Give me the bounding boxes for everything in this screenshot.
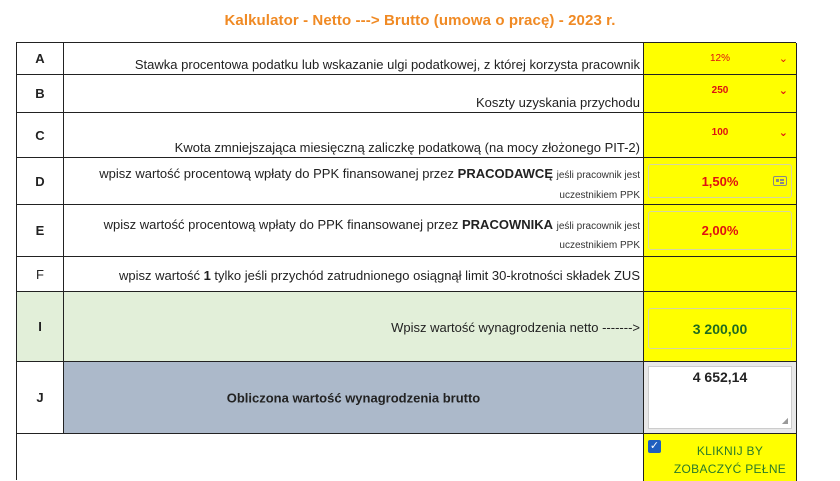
- ppk-employer-label: wpisz wartość procentową wpłaty do PPK finansowanej przez PRACODAWCĘ jeśli pracownik jest: [99, 166, 640, 181]
- pit2-label: Kwota zmniejszająca miesięczną zaliczkę podatkową (na mocy złożonego PIT-2): [174, 140, 640, 155]
- empty-cell: [17, 434, 644, 481]
- zus-limit-cell: [644, 257, 797, 291]
- row-description: [64, 158, 644, 204]
- row-letter: I: [17, 292, 64, 361]
- button-line-2: ZOBACZYĆ PEŁNE: [673, 462, 787, 476]
- ppk-employee-value: 2,00%: [701, 223, 739, 238]
- row-letter: B: [17, 75, 64, 112]
- costs-value: 250: [711, 85, 729, 96]
- row-letter: C: [17, 113, 64, 157]
- button-line-1: KLIKNIJ BY: [696, 444, 764, 458]
- row-f: [17, 257, 797, 292]
- brutto-value: 4 652,14: [692, 369, 748, 385]
- ppk-employee-input[interactable]: [648, 211, 792, 250]
- ppk-employer-cell: [644, 158, 797, 204]
- row-i: [17, 292, 797, 362]
- ppk-employee-cell: [644, 205, 797, 256]
- tax-rate-select[interactable]: [648, 47, 792, 71]
- costs-cell: [644, 75, 797, 112]
- chevron-down-icon: ⌄: [778, 53, 788, 65]
- contact-card-icon[interactable]: [773, 176, 787, 186]
- ppk-employer-bold: PRACODAWCĘ: [457, 166, 553, 181]
- brutto-output[interactable]: [648, 366, 792, 429]
- ppk-employee-bold: PRACOWNIKA: [462, 217, 553, 232]
- full-view-button[interactable]: [668, 442, 792, 478]
- calculator-table: [16, 42, 796, 480]
- page-title: Kalkulator - Netto ---> Brutto (umowa o pracę) - 2023 r.: [224, 12, 616, 29]
- costs-label: Koszty uzyskania przychodu: [475, 95, 640, 110]
- chevron-down-icon: ⌄: [778, 127, 788, 139]
- row-description: [64, 75, 644, 112]
- row-letter: J: [17, 362, 64, 433]
- pit2-select[interactable]: [648, 121, 792, 145]
- row-letter: D: [17, 158, 64, 204]
- row-letter: F: [17, 257, 64, 291]
- netto-value: 3 200,00: [692, 320, 748, 337]
- row-description: [64, 205, 644, 256]
- ppk-employer-value: 1,50%: [701, 173, 739, 189]
- row-button: [17, 434, 797, 481]
- ppk-employer-note: uczestnikiem PPK: [559, 190, 640, 201]
- row-description: [64, 43, 644, 74]
- ppk-employee-label: wpisz wartość procentową wpłaty do PPK finansowanej przez PRACOWNIKA jeśli pracownik jest: [103, 217, 640, 232]
- row-c: [17, 113, 797, 158]
- tax-rate-value: 12%: [709, 53, 730, 64]
- zus-limit-input[interactable]: [644, 257, 796, 291]
- row-description: [64, 113, 644, 157]
- netto-cell: [644, 292, 797, 361]
- row-j: [17, 362, 797, 434]
- pit2-cell: [644, 113, 797, 157]
- pit2-value: 100: [711, 127, 729, 138]
- row-b: [17, 75, 797, 113]
- row-a: [17, 43, 797, 75]
- resize-handle-icon[interactable]: ◢: [781, 416, 788, 425]
- checkbox-icon[interactable]: ✓: [649, 440, 660, 452]
- zus-limit-label: wpisz wartość 1 tylko jeśli przychód zatrudnionego osiągnął limit 30-krotności składek ZUS: [119, 268, 640, 283]
- row-letter: E: [17, 205, 64, 256]
- row-letter: A: [17, 43, 64, 74]
- costs-select[interactable]: [648, 79, 792, 103]
- netto-label: Wpisz wartość wynagrodzenia netto ------->: [391, 320, 640, 335]
- ppk-employee-note: uczestnikiem PPK: [559, 240, 640, 251]
- row-description: [64, 292, 644, 361]
- brutto-label: Obliczona wartość wynagrodzenia brutto: [226, 390, 481, 405]
- row-d: [17, 158, 797, 205]
- full-view-cell: [644, 434, 797, 481]
- chevron-down-icon: ⌄: [778, 85, 788, 97]
- brutto-cell: [644, 362, 797, 433]
- tax-rate-cell: [644, 43, 797, 74]
- ppk-employer-input[interactable]: [648, 164, 792, 198]
- tax-rate-label: Stawka procentowa podatku lub wskazanie ulgi podatkowej, z której korzysta pracownik: [134, 57, 640, 72]
- row-e: [17, 205, 797, 257]
- row-description: [64, 257, 644, 291]
- row-description: [64, 362, 644, 433]
- netto-input[interactable]: [648, 308, 792, 349]
